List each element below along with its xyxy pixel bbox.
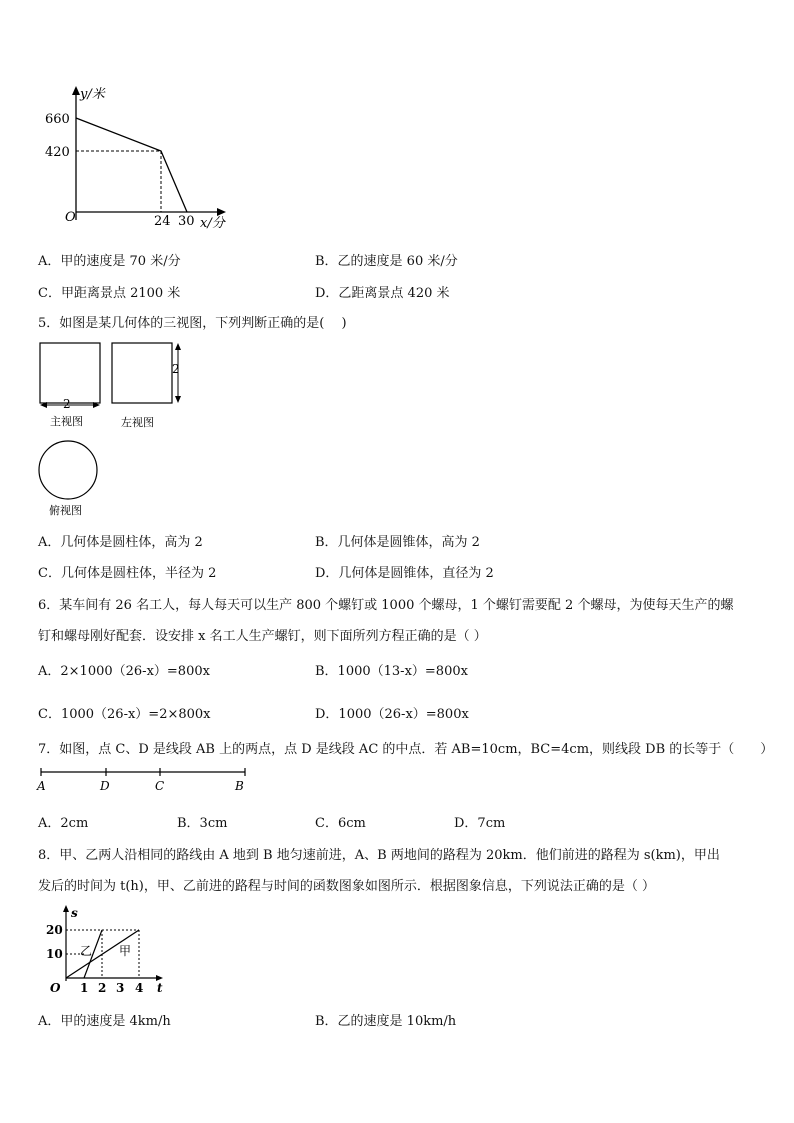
q8-stem-line2: 发后的时间为 t(h)，甲、乙前进的路程与时间的函数图象如图所示．根据图象信息，下列说法正确的是（ ） (38, 879, 656, 894)
q6-option-c: C．1000（26-x）=2×800x (38, 707, 211, 722)
q5-option-c: C．几何体是圆柱体，半径为 2 (38, 566, 217, 581)
front-view-label: 主视图 (50, 415, 83, 428)
y-tick-420: 420 (45, 145, 70, 160)
y-tick-660: 660 (45, 112, 70, 127)
s-tick-20: 20 (46, 923, 63, 937)
q4-option-b: B．乙的速度是 60 米/分 (315, 254, 458, 269)
q6-stem-line1: 6．某车间有 26 名工人，每人每天可以生产 800 个螺钉或 1000 个螺母，1 个螺钉需要配 2 个螺母，为使每天生产的螺 (38, 598, 734, 613)
yi-label: 乙 (80, 944, 93, 958)
q6-option-b: B．1000（13-x）=800x (315, 664, 468, 679)
height-dim-label: 2 (172, 362, 180, 376)
q8-option-a: A．甲的速度是 4km/h (38, 1014, 171, 1029)
q6-option-d: D．1000（26-x）=800x (315, 707, 469, 722)
q6-option-a: A．2×1000（26-x）=800x (38, 664, 210, 679)
top-view-label: 俯视图 (49, 504, 82, 517)
t-tick-2: 2 (98, 981, 107, 995)
height-dim-arrow-top (175, 343, 181, 350)
q7-option-a: A．2cm (38, 816, 89, 831)
s-axis-label: s (71, 906, 78, 920)
left-view-label: 左视图 (121, 416, 154, 429)
s-axis-arrow (63, 905, 69, 912)
point-c-label: C (155, 779, 165, 793)
q4-option-d: D．乙距离景点 420 米 (315, 286, 450, 301)
q7-option-d: D．7cm (454, 816, 506, 831)
q5-option-b: B．几何体是圆锥体，高为 2 (315, 535, 480, 550)
x-tick-30: 30 (178, 214, 195, 229)
q7-option-b: B．3cm (177, 816, 228, 831)
distance-line (76, 118, 187, 212)
height-dim-arrow-bottom (175, 396, 181, 403)
top-view-circle (39, 441, 97, 499)
q5-stem: 5．如图是某几何体的三视图，下列判断正确的是( ) (38, 316, 347, 331)
segment-figure (35, 765, 255, 795)
jia-label: 甲 (119, 944, 132, 958)
t-tick-1: 1 (80, 981, 89, 995)
q5-option-a: A．几何体是圆柱体，高为 2 (38, 535, 203, 550)
point-b-label: B (235, 779, 244, 793)
t-tick-3: 3 (116, 981, 125, 995)
q5-option-d: D．几何体是圆锥体，直径为 2 (315, 566, 494, 581)
s-tick-10: 10 (46, 947, 63, 961)
q8-option-b: B．乙的速度是 10km/h (315, 1014, 457, 1029)
q6-stem-line2: 钉和螺母刚好配套．设安排 x 名工人生产螺钉，则下面所列方程正确的是（ ） (38, 629, 487, 644)
x-axis-label: x/分 (200, 216, 225, 231)
t-tick-4: 4 (135, 981, 144, 995)
q8-stem-line1: 8．甲、乙两人沿相同的路线由 A 地到 B 地匀速前进，A、B 两地间的路程为 20km．他们前进的路程为 s(km)，甲出 (38, 848, 720, 863)
origin-label: O (65, 210, 76, 225)
t-axis-label: t (157, 981, 163, 995)
y-axis-label: y/米 (80, 87, 105, 102)
q7-option-c: C．6cm (315, 816, 366, 831)
left-view-square (112, 343, 172, 403)
q4-option-a: A．甲的速度是 70 米/分 (38, 254, 181, 269)
q7-stem: 7．如图，点 C、D 是线段 AB 上的两点，点 D 是线段 AC 的中点．若 AB=10cm，BC=4cm，则线段 DB 的长等于（ ） (38, 742, 774, 757)
front-view-square (40, 343, 100, 403)
width-dim-label: 2 (63, 397, 71, 411)
x-axis-arrow (217, 208, 226, 216)
y-axis-arrow (72, 86, 80, 95)
x-tick-24: 24 (154, 214, 171, 229)
distance-time-graph-2 (40, 903, 180, 998)
origin-label-2: O (50, 981, 61, 995)
point-a-label: A (37, 779, 46, 793)
q4-option-c: C．甲距离景点 2100 米 (38, 286, 181, 301)
distance-time-graph-1 (30, 82, 270, 242)
point-d-label: D (100, 779, 110, 793)
three-view-figure (30, 338, 200, 518)
